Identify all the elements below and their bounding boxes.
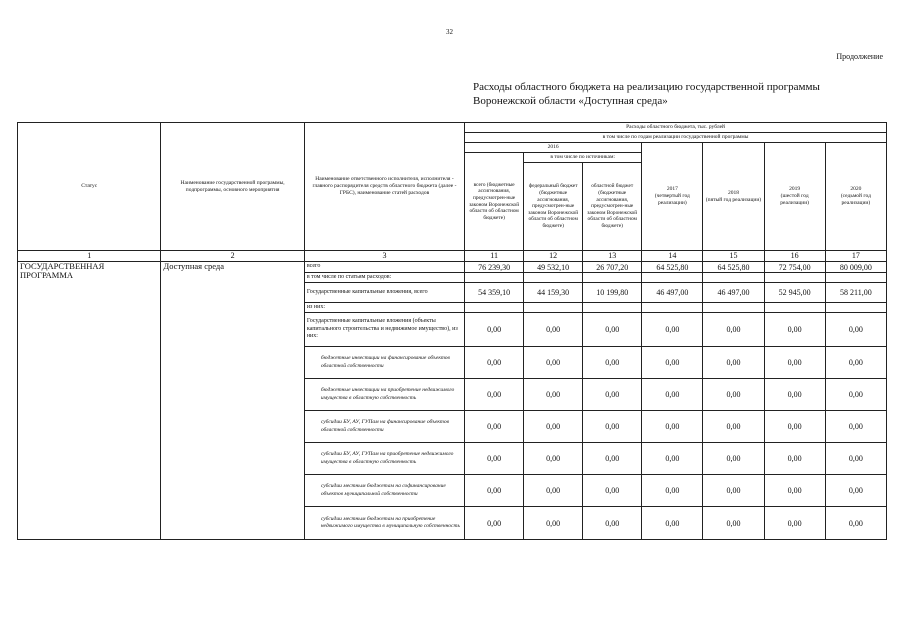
value-cell: 0,00 — [524, 379, 583, 411]
value-cell: 0,00 — [825, 411, 886, 443]
value-cell: 26 707,20 — [583, 262, 642, 273]
value-cell: 0,00 — [764, 411, 825, 443]
value-cell: 0,00 — [583, 475, 642, 507]
value-cell — [524, 273, 583, 283]
value-cell: 46 497,00 — [703, 283, 764, 303]
header-program-name: Наименование государственной программы, подпрограммы, основного мероприятия — [161, 123, 304, 251]
header-2017-label: (четвертый год реализации) — [654, 193, 690, 206]
column-number: 16 — [764, 251, 825, 262]
header-2020 — [825, 143, 886, 251]
value-cell: 0,00 — [703, 347, 764, 379]
title-line-2: Воронежской области «Доступная среда» — [473, 95, 668, 107]
value-cell: 0,00 — [465, 475, 524, 507]
header-executor: Наименование ответственного исполнителя, исполнителя - главного распорядителя средств областного бюджета (далее - ГРБС), наименование статей расходов — [304, 123, 464, 251]
value-cell: 0,00 — [764, 443, 825, 475]
value-cell: 0,00 — [703, 443, 764, 475]
value-cell: 58 211,00 — [825, 283, 886, 303]
row-label: бюджетные инвестиции на приобретение недвижимого имущества в областную собственность — [304, 379, 464, 411]
column-number: 1 — [18, 251, 161, 262]
document-title — [473, 80, 873, 108]
status-cell: ГОСУДАРСТВЕННАЯ ПРОГРАММА — [18, 262, 161, 540]
value-cell: 0,00 — [583, 347, 642, 379]
title-line-1: Расходы областного бюджета на реализацию государственной программы — [473, 81, 820, 93]
row-label: субсидии БУ, АУ, ГУПам на приобретение недвижимого имущества в областную собственность — [304, 443, 464, 475]
value-cell: 0,00 — [524, 347, 583, 379]
header-expenses-group: Расходы областного бюджета, тыс. рублей — [465, 123, 887, 133]
column-numbers-row — [18, 251, 887, 262]
header-total-2016: всего (бюджетные ассигнования, предусмотрен-ные законом Воронежской области об областном бюджете) — [465, 153, 524, 251]
header-2018 — [703, 143, 764, 251]
page-number: 32 — [446, 28, 453, 36]
value-cell: 0,00 — [642, 507, 703, 540]
value-cell: 0,00 — [465, 347, 524, 379]
column-number: 11 — [465, 251, 524, 262]
value-cell — [583, 273, 642, 283]
budget-table — [17, 122, 887, 540]
value-cell: 0,00 — [642, 313, 703, 347]
value-cell: 10 199,80 — [583, 283, 642, 303]
value-cell: 46 497,00 — [642, 283, 703, 303]
column-number: 14 — [642, 251, 703, 262]
continuation-label: Продолжение — [836, 52, 883, 61]
column-number: 2 — [161, 251, 304, 262]
value-cell: 0,00 — [524, 443, 583, 475]
value-cell: 0,00 — [703, 379, 764, 411]
value-cell: 0,00 — [642, 443, 703, 475]
value-cell: 0,00 — [764, 379, 825, 411]
header-2018-year: 2018 — [727, 189, 739, 196]
value-cell — [642, 303, 703, 313]
value-cell: 0,00 — [465, 379, 524, 411]
header-by-sources: в том числе по источникам: — [524, 153, 642, 163]
value-cell: 64 525,80 — [703, 262, 764, 273]
value-cell — [583, 303, 642, 313]
value-cell: 72 754,00 — [764, 262, 825, 273]
value-cell: 0,00 — [465, 507, 524, 540]
header-regional: областной бюджет (бюджетные ассигнования, предусмотрен-ные законом Воронежской области об областном бюджете) — [583, 163, 642, 251]
value-cell: 80 009,00 — [825, 262, 886, 273]
row-label: всего — [304, 262, 464, 273]
program-cell: Доступная среда — [161, 262, 304, 540]
value-cell: 0,00 — [524, 313, 583, 347]
value-cell: 0,00 — [583, 411, 642, 443]
row-label: субсидии местным бюджетам на софинансирование объектов муниципальной собственности — [304, 475, 464, 507]
value-cell — [764, 273, 825, 283]
value-cell: 0,00 — [825, 443, 886, 475]
value-cell: 0,00 — [825, 507, 886, 540]
value-cell: 64 525,80 — [642, 262, 703, 273]
value-cell — [642, 273, 703, 283]
value-cell — [703, 273, 764, 283]
header-2017-year: 2017 — [666, 186, 678, 192]
header-2017 — [642, 143, 703, 251]
value-cell: 0,00 — [465, 411, 524, 443]
value-cell: 0,00 — [583, 313, 642, 347]
header-2018-label: (пятый год реализации) — [705, 196, 762, 203]
value-cell: 0,00 — [703, 313, 764, 347]
value-cell: 0,00 — [825, 313, 886, 347]
row-label: в том числе по статьям расходов: — [304, 273, 464, 283]
header-by-years: в том числе по годам реализации государственной программы — [465, 133, 887, 143]
value-cell: 0,00 — [465, 443, 524, 475]
value-cell: 0,00 — [642, 475, 703, 507]
value-cell: 0,00 — [524, 411, 583, 443]
value-cell: 0,00 — [764, 313, 825, 347]
value-cell: 0,00 — [465, 313, 524, 347]
value-cell: 0,00 — [524, 475, 583, 507]
row-label: бюджетные инвестиции на финансирование объектов областной собственности — [304, 347, 464, 379]
value-cell — [703, 303, 764, 313]
value-cell: 44 159,30 — [524, 283, 583, 303]
row-label: Государственные капитальные вложения (объекты капитального строительства и недвижимое имущество), из них: — [304, 313, 464, 347]
value-cell: 0,00 — [583, 379, 642, 411]
value-cell: 0,00 — [703, 411, 764, 443]
value-cell: 0,00 — [642, 411, 703, 443]
value-cell — [764, 303, 825, 313]
value-cell: 0,00 — [642, 347, 703, 379]
column-number: 15 — [703, 251, 764, 262]
value-cell: 0,00 — [583, 443, 642, 475]
value-cell — [465, 273, 524, 283]
table-row — [18, 262, 887, 273]
header-2020-label: (седьмой год реализации) — [840, 193, 871, 206]
value-cell: 0,00 — [825, 347, 886, 379]
value-cell: 52 945,00 — [764, 283, 825, 303]
header-year-2016: 2016 — [465, 143, 642, 153]
row-label: из них: — [304, 303, 464, 313]
column-number: 12 — [524, 251, 583, 262]
value-cell — [825, 273, 886, 283]
column-number: 13 — [583, 251, 642, 262]
row-label: субсидии БУ, АУ, ГУПам на финансирование объектов областной собственности — [304, 411, 464, 443]
value-cell: 0,00 — [825, 379, 886, 411]
value-cell — [825, 303, 886, 313]
column-number: 3 — [304, 251, 464, 262]
value-cell — [465, 303, 524, 313]
value-cell: 0,00 — [642, 379, 703, 411]
header-federal: федеральный бюджет (бюджетные ассигнования, предусмотрен-ные законом Воронежской области об областном бюджете) — [524, 163, 583, 251]
value-cell — [524, 303, 583, 313]
header-2019-year: 2019 — [789, 186, 801, 192]
row-label: Государственные капитальные вложения, всего — [304, 283, 464, 303]
value-cell: 0,00 — [764, 507, 825, 540]
value-cell: 0,00 — [764, 475, 825, 507]
header-status: Статус — [18, 123, 161, 251]
header-2020-year: 2020 — [850, 186, 862, 192]
value-cell: 0,00 — [825, 475, 886, 507]
value-cell: 54 359,10 — [465, 283, 524, 303]
value-cell: 49 532,10 — [524, 262, 583, 273]
value-cell: 76 239,30 — [465, 262, 524, 273]
column-number: 17 — [825, 251, 886, 262]
value-cell: 0,00 — [583, 507, 642, 540]
value-cell: 0,00 — [703, 475, 764, 507]
row-label: субсидии местным бюджетам на приобретение недвижимого имущества в муниципальную собственность — [304, 507, 464, 540]
header-2019 — [764, 143, 825, 251]
value-cell: 0,00 — [703, 507, 764, 540]
value-cell: 0,00 — [524, 507, 583, 540]
header-2019-label: (шестой год реализации) — [780, 193, 809, 206]
value-cell: 0,00 — [764, 347, 825, 379]
